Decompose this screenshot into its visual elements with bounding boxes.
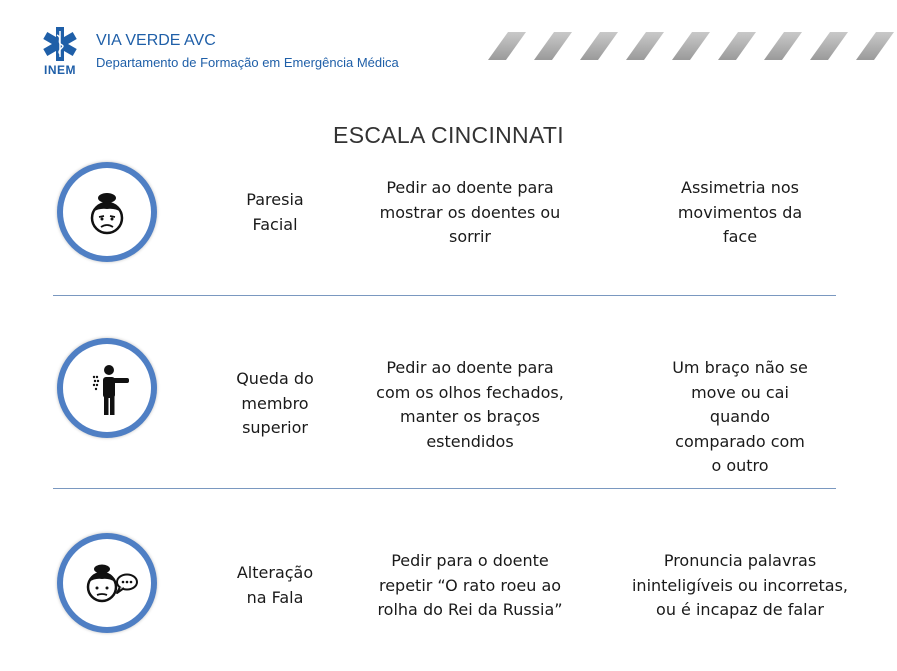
icon-circle bbox=[57, 338, 157, 438]
speech-face-icon bbox=[63, 539, 151, 627]
criterion-abnormal-result: Pronuncia palavras ininteligíveis ou incorretas, ou é incapaz de falar bbox=[631, 551, 848, 619]
row-divider bbox=[53, 488, 836, 489]
org-title: VIA VERDE AVC bbox=[96, 32, 216, 49]
decorative-stripes bbox=[488, 32, 897, 62]
criterion-action: Pedir para o doente repetir “O rato roeu ao rolha do Rei da Russia” bbox=[377, 551, 563, 619]
logo-text: INEM bbox=[44, 63, 76, 77]
criterion-action: Pedir ao doente para mostrar os doentes ou sorrir bbox=[379, 178, 561, 246]
criterion-abnormal-result: Um braço não se move ou cai quando comparado com o outro bbox=[672, 358, 808, 475]
row-divider bbox=[53, 295, 836, 296]
criterion-name: Alteração na Fala bbox=[236, 563, 314, 607]
star-of-life-icon bbox=[42, 26, 78, 62]
org-subtitle: Departamento de Formação em Emergência Médica bbox=[96, 55, 399, 70]
inem-logo bbox=[38, 26, 82, 78]
criterion-name: Queda do membro superior bbox=[236, 369, 314, 437]
criterion-abnormal-result: Assimetria nos movimentos da face bbox=[677, 178, 803, 246]
page-title: ESCALA CINCINNATI bbox=[333, 122, 564, 148]
arm-drift-icon bbox=[63, 344, 151, 432]
criterion-name: Paresia Facial bbox=[246, 190, 304, 234]
icon-circle bbox=[57, 533, 157, 633]
sad-face-icon bbox=[63, 168, 151, 256]
criterion-action: Pedir ao doente para com os olhos fechados, manter os braços estendidos bbox=[376, 358, 564, 451]
icon-circle bbox=[57, 162, 157, 262]
header bbox=[0, 0, 897, 90]
